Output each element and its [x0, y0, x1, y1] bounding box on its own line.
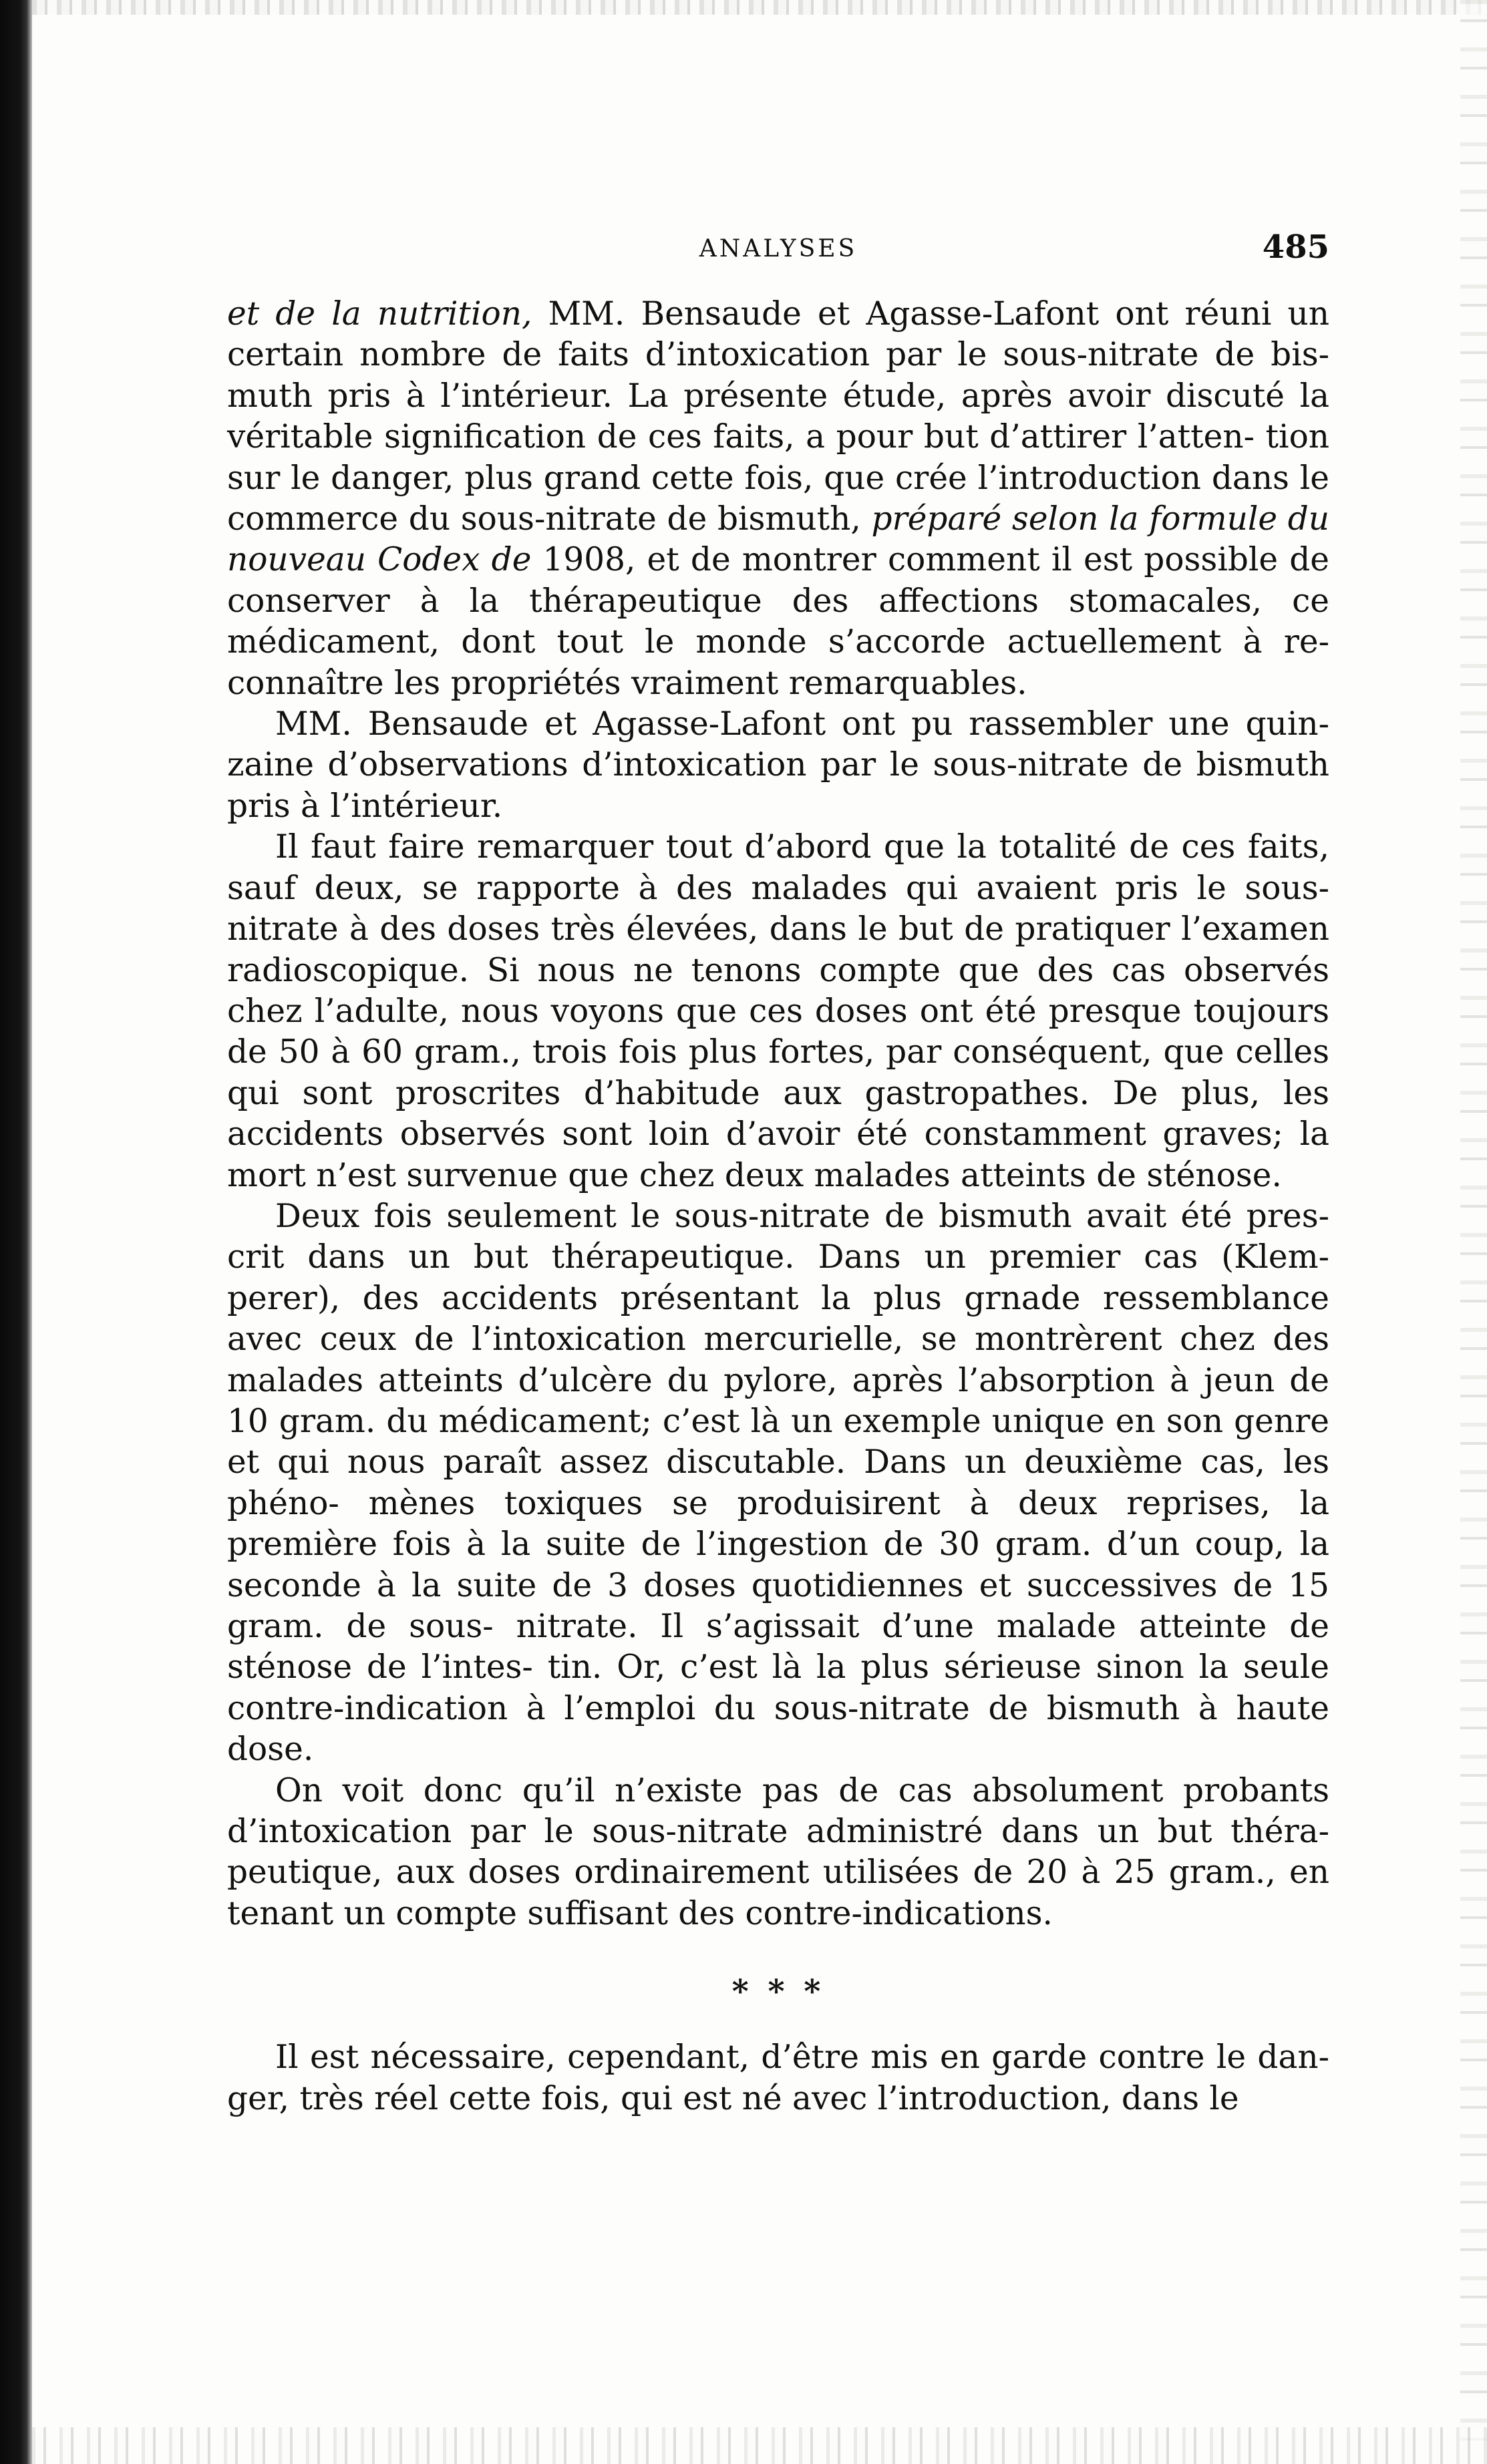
- page-header: [227, 220, 1329, 294]
- scan-binding-shadow: [0, 0, 32, 2464]
- scan-bottom-noise: [32, 2427, 1487, 2464]
- paragraph-1-tail: 1908, et de montrer comment il est possible de conserver à la thérapeutique des affections stomacales, ce médicament, dont tout le monde s’accorde actuellement à re- connaître les propriétés vraiment remarquables.: [227, 541, 1329, 702]
- main-text: [227, 294, 1329, 1934]
- scan-right-noise: [1460, 0, 1487, 2464]
- paragraph-1-text: MM. Bensaude et Agasse-Lafont ont réuni un certain nombre de faits d’intoxication par le sous-nitrate de bis- muth pris à l’intérieur. La présente étude, après avoir discuté la véritable signification de ces faits, a pour but d’attirer l’atten- tion sur le danger, plus grand cette fois, que crée l’introduction dans le commerce du sous-nitrate de bismuth,: [227, 295, 1329, 538]
- paragraph-1: [227, 294, 1329, 704]
- paragraph-5: On voit donc qu’il n’existe pas de cas absolument probants d’intoxication par le sous-nitrate administré dans un but théra- peutique, aux doses ordinairement utilisées de 20 à 25 gram., en tenant un compte suffisant des contre-indications.: [227, 1771, 1329, 1932]
- paragraph-6: Il est nécessaire, cependant, d’être mis en garde contre le dan- ger, très réel cette fois, qui est né avec l’introduction, dans le: [227, 2039, 1329, 2117]
- italic-codex: préparé selon la formule du nouveau Codex de: [227, 500, 1329, 579]
- scan-top-noise: [32, 0, 1487, 15]
- paragraph-3: Il faut faire remarquer tout d’abord que la totalité de ces faits, sauf deux, se rapporte à des malades qui avaient pris le sous- nitrate à des doses très élevées, dans le but de pratiquer l’examen radioscopique. Si nous ne tenons compte que des cas observés chez l’adulte, nous voyons que ces doses ont été presque toujours de 50 à 60 gram., trois fois plus fortes, par conséquent, que celles qui sont proscrites d’habitude aux gastropathes. De plus, les accidents observés sont loin d’avoir été constamment graves; la mort n’est survenue que chez deux malades atteints de sténose.: [227, 828, 1329, 1194]
- next-section: [227, 2037, 1329, 2119]
- section-break-asterism: * * *: [731, 1973, 825, 2011]
- paragraph-4: Deux fois seulement le sous-nitrate de bismuth avait été pres- crit dans un but thérapeutique. Dans un premier cas (Klem- perer), des accidents présentant la plus grnade ressemblance avec ceux de l’intoxication mercurielle, se montrèrent chez des malades atteints d’ulcère du pylore, après l’absorption à jeun de 10 gram. du médicament; c’est là un exemple unique en son genre et qui nous paraît assez discutable. Dans un deuxième cas, les phéno- mènes toxiques se produisirent à deux reprises, la première fois à la suite de l’ingestion de 30 gram. d’un coup, la seconde à la suite de 3 doses quotidiennes et successives de 15 gram. de sous- nitrate. Il s’agissait d’une malade atteinte de sténose de l’intes- tin. Or, c’est là la plus sérieuse sinon la seule contre-indication à l’emploi du sous-nitrate de bismuth à haute dose.: [227, 1197, 1329, 1769]
- book-page: [227, 220, 1329, 2119]
- paragraph-2: MM. Bensaude et Agasse-Lafont ont pu rassembler une quin- zaine d’observations d’intoxication par le sous-nitrate de bismuth pris à l’intérieur.: [227, 705, 1329, 825]
- running-title: ANALYSES: [699, 235, 858, 262]
- page-number: 485: [1262, 228, 1329, 266]
- italic-lead: et de la nutrition,: [227, 295, 532, 333]
